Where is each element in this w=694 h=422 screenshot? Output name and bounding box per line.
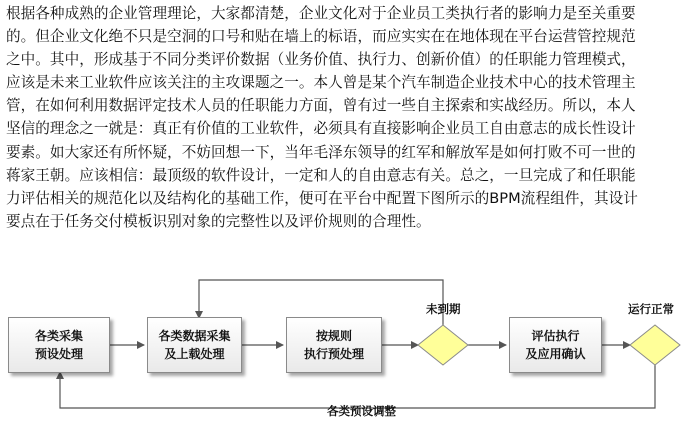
body-paragraph [6, 2, 688, 233]
bpm-flow-diagram [0, 270, 694, 422]
decision-diamond-running-normal [630, 325, 680, 365]
paragraph-line: 要点在于任务交付模板识别对象的完整性以及评价规则的合理性。 [6, 212, 431, 230]
paragraph-line: 管，在如何利用数据评定技术人员的任职能力方面，曾有过一些自主探索和实战经历。所以，本人 [6, 97, 636, 115]
label-not-expired: 未到期 [426, 302, 461, 316]
box-label-line2: 及上载处理 [164, 347, 225, 361]
paragraph-line: 要素。如大家还有所怀疑，不妨回想一下，当年毛泽东领导的红军和解放军是如何打败不可一世的 [6, 143, 636, 161]
box-label-line1: 各类数据采集 [158, 329, 231, 343]
paragraph-line: 蒋家王朝。应该相信：最顶级的软件设计，一定和人的自由意志有关。总之，一旦完成了和任职能 [6, 166, 636, 184]
decision-diamond-not-expired [418, 325, 468, 365]
label-preset-adjust: 各类预设调整 [327, 404, 396, 418]
box-label-line2: 及应用确认 [525, 347, 586, 361]
box-label-line2: 执行预处理 [303, 347, 364, 361]
paragraph-line: 力评估相关的规范化以及结构化的基础工作，便可在平台中配置下图所示的BPM流程组件，其设计 [6, 189, 638, 207]
box-evaluate-confirm [509, 317, 602, 373]
paragraph-line: 应该是未来工业软件应该关注的主攻课题之一。本人曾是某个汽车制造企业技术中心的技术管理主 [6, 74, 636, 92]
box-label-line2: 预设处理 [34, 347, 83, 361]
paragraph-line: 坚信的理念之一就是：真正有价值的工业软件，必须具有直接影响企业员工自由意志的成长性设计 [6, 120, 636, 138]
box-collect-preset [8, 317, 110, 373]
box-collect-upload [147, 317, 242, 373]
paragraph-line: 的。但企业文化绝不只是空洞的口号和贴在墙上的标语，而应实实在在地体现在平台运营管控规范 [6, 28, 636, 46]
box-label-line1: 按规则 [315, 329, 352, 343]
box-rule-preprocess [286, 317, 382, 373]
box-label-line1: 各类采集 [34, 329, 83, 343]
label-running-normal: 运行正常 [628, 302, 674, 316]
box-label-line1: 评估执行 [531, 329, 580, 343]
paragraph-line: 根据各种成熟的企业管理理论，大家都清楚，企业文化对于企业员工类执行者的影响力是至关重要 [6, 5, 636, 22]
paragraph-line: 之中。其中，形成基于不同分类评价数据（业务价值、执行力、创新价值）的任职能力管理模式， [6, 51, 636, 69]
